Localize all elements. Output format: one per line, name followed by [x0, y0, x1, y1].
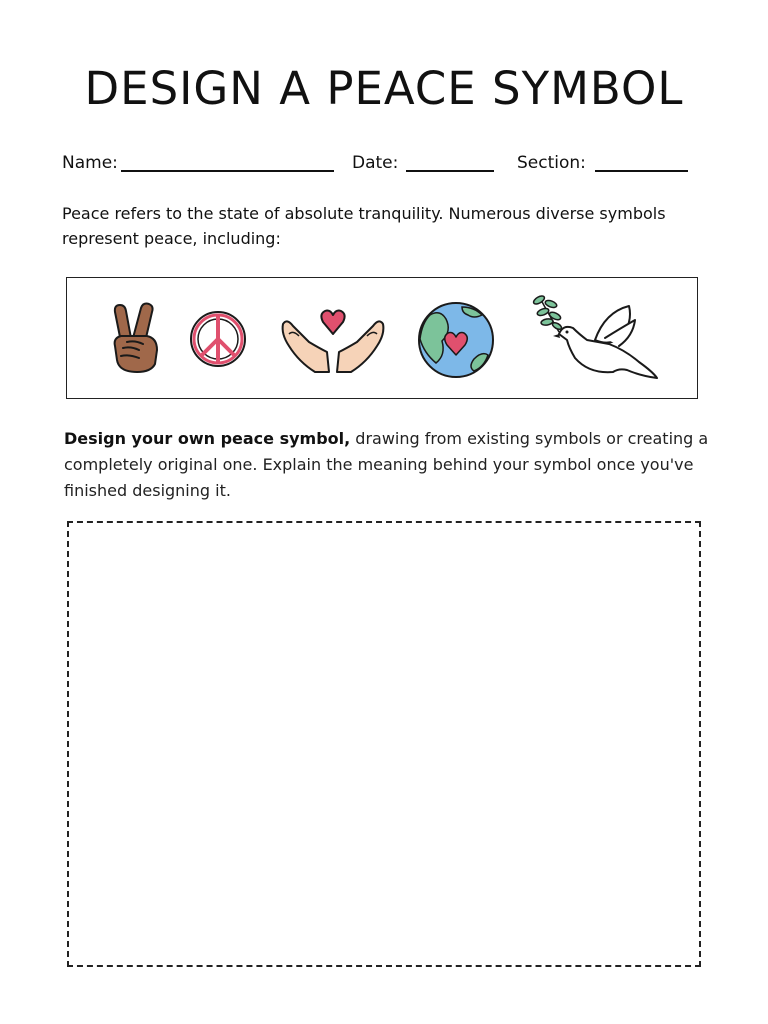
instructions-body: drawing from existing symbols or creating a completely original one. Explain the meaning behind your symbol once you've finished designing it.	[64, 429, 709, 500]
hands-holding-heart-icon	[279, 304, 387, 374]
instructions-bold: Design your own peace symbol,	[64, 429, 351, 448]
date-field[interactable]	[406, 170, 494, 172]
instructions-text	[64, 426, 714, 504]
drawing-area[interactable]	[67, 521, 701, 967]
page-title: DESIGN A PEACE SYMBOL	[84, 62, 684, 115]
dove-olive-branch-icon	[529, 292, 659, 384]
earth-heart-icon	[416, 301, 496, 379]
peace-symbols-panel	[66, 277, 698, 399]
peace-hand-sign-icon	[109, 302, 163, 374]
peace-symbol-icon	[188, 309, 248, 369]
header-fields	[0, 153, 768, 179]
intro-text: Peace refers to the state of absolute tranquility. Numerous diverse symbols represent peace, including:	[62, 204, 666, 248]
name-label: Name:	[62, 153, 118, 173]
name-field[interactable]	[121, 170, 334, 172]
date-label: Date:	[352, 153, 399, 173]
section-field[interactable]	[595, 170, 688, 172]
section-label: Section:	[517, 153, 586, 173]
